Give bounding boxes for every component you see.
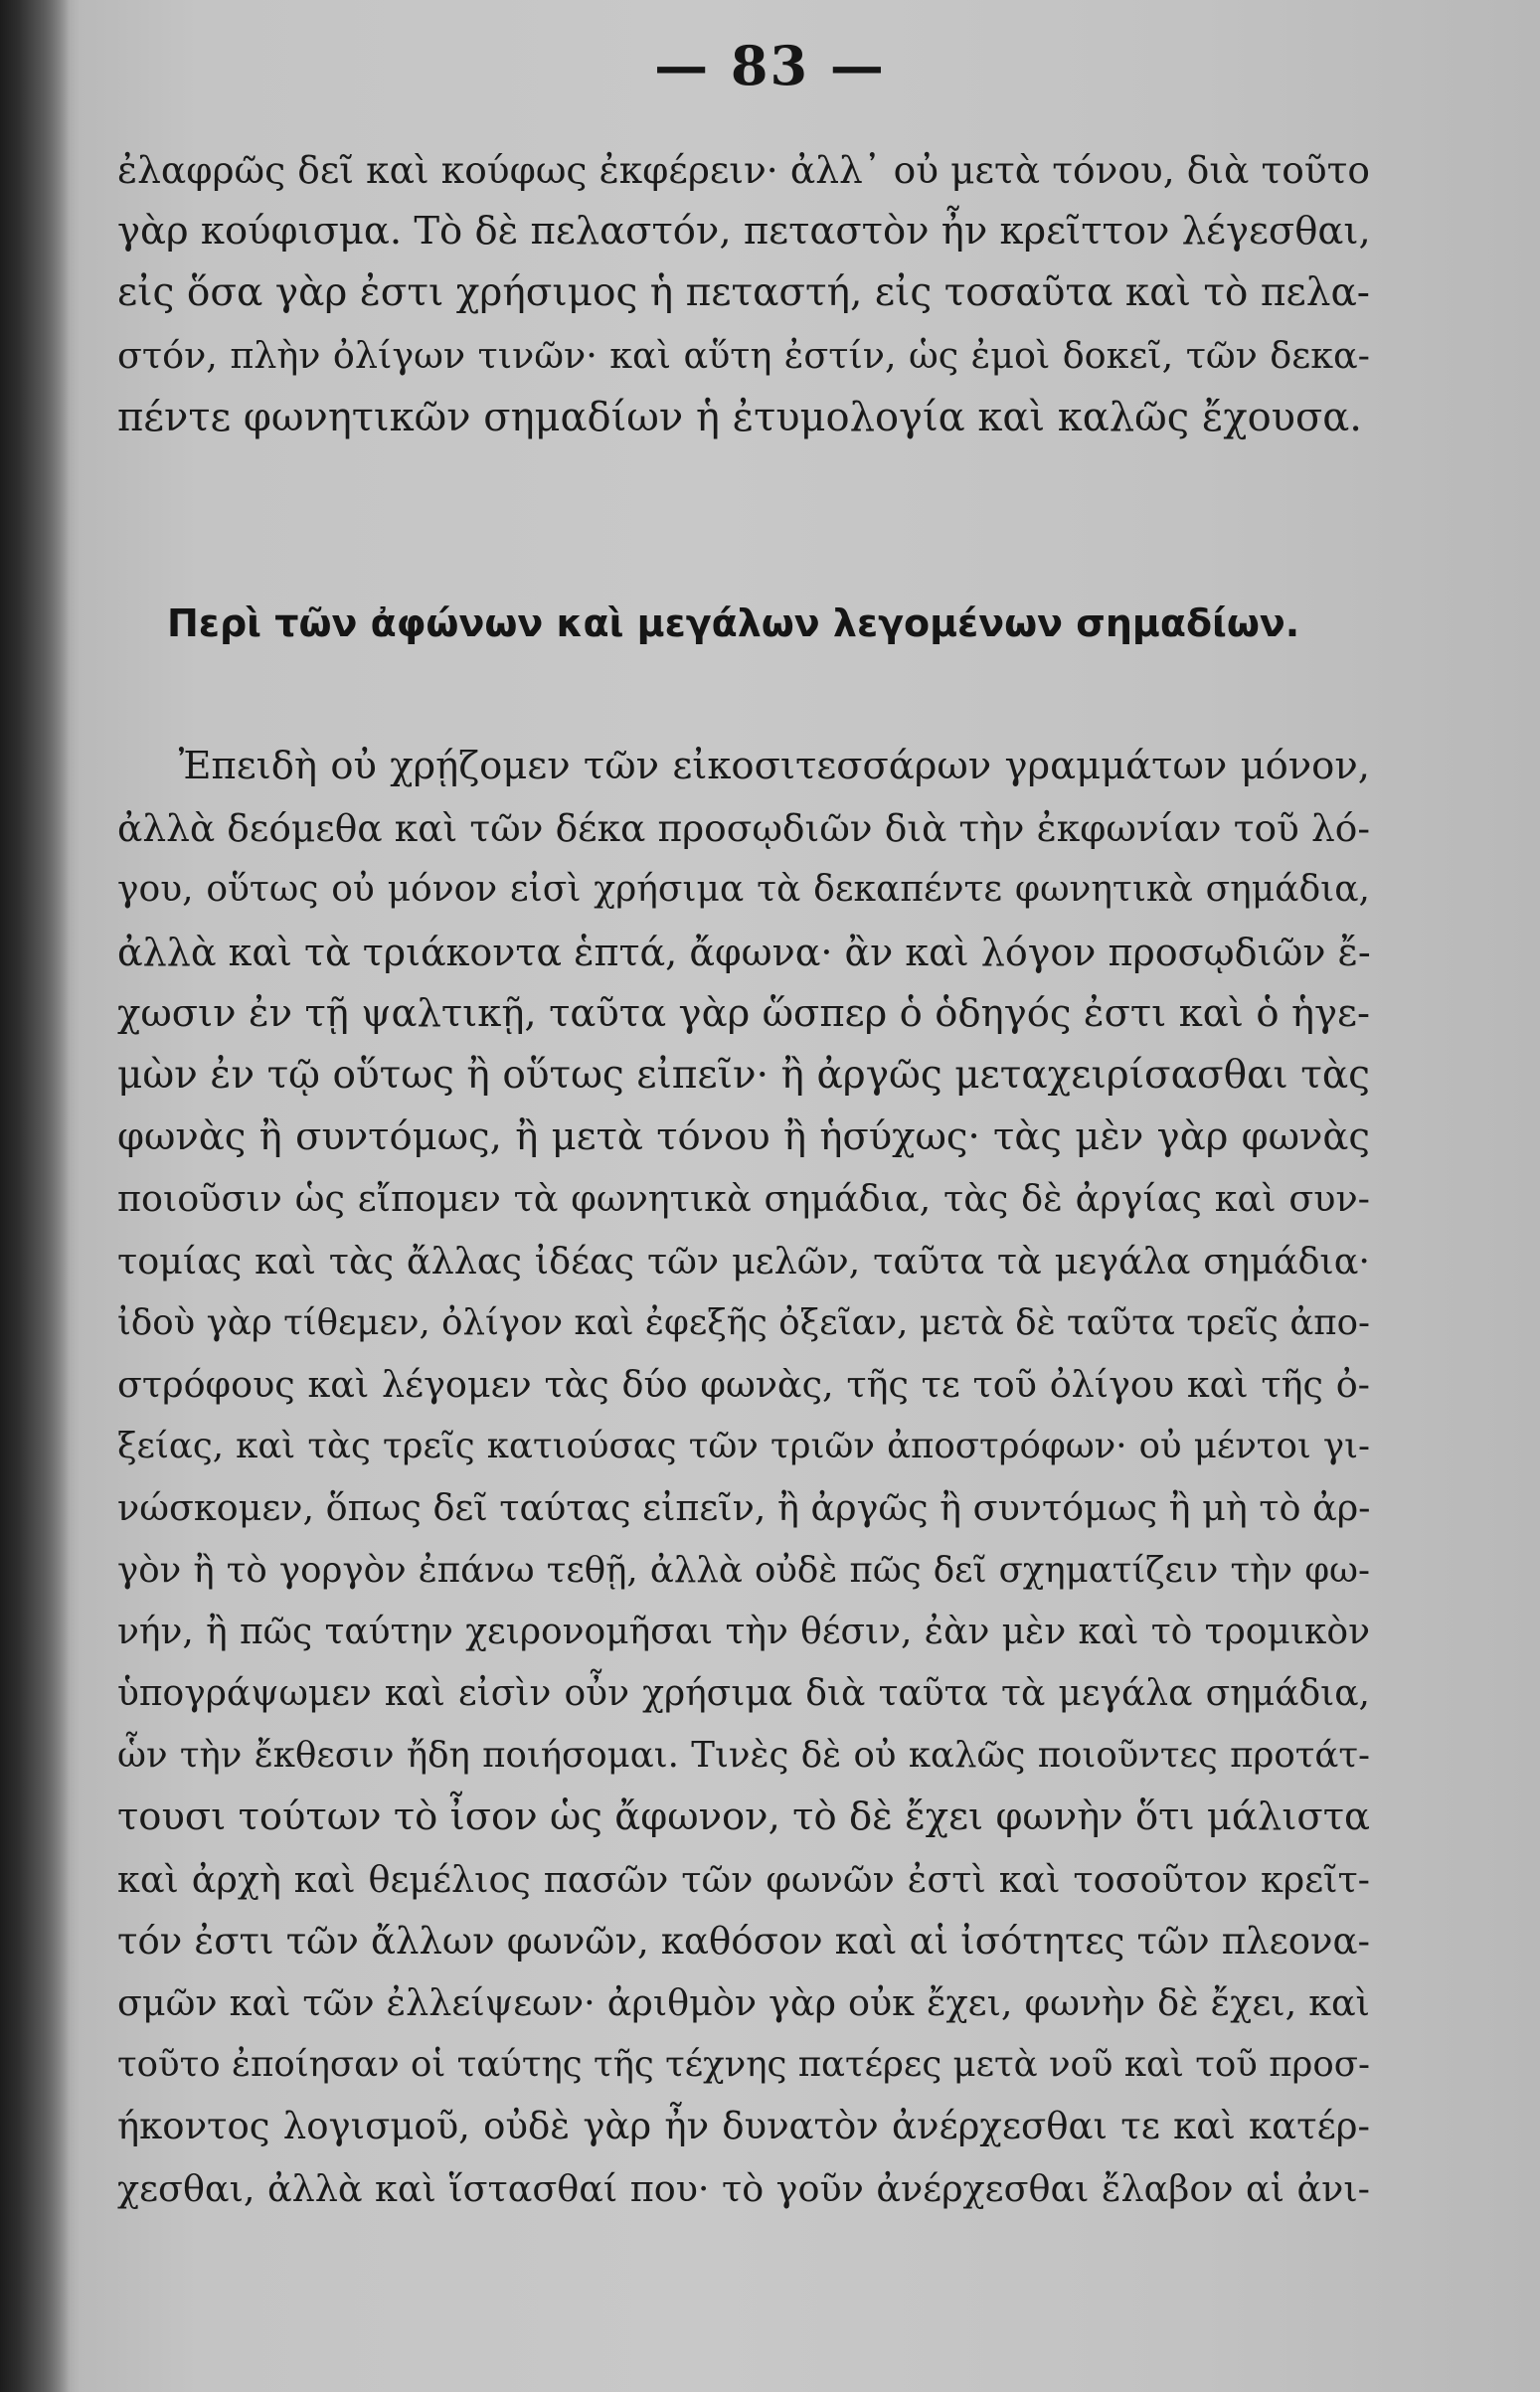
text-line: στόν, πλὴν ὀλίγων τινῶν· καὶ αὕτη ἐστίν, ὡς ἐμοὶ δοκεῖ, τῶν δεκα- — [117, 333, 1370, 377]
text-line: εἰς ὅσα γὰρ ἐστι χρήσιμος ἡ πεταστή, εἰς τοσαῦτα καὶ τὸ πελα- — [117, 270, 1370, 316]
text-line: ήκοντος λογισμοῦ, οὐδὲ γὰρ ἦν δυνατὸν ἀνέρχεσθαι τε καὶ κατέρ- — [117, 2105, 1370, 2148]
text-line: τουσι τούτων τὸ ἶσον ὡς ἄφωνον, τὸ δὲ ἔχει φωνὴν ὅτι μάλιστα — [117, 1794, 1370, 1840]
text-line: καὶ ἀρχὴ καὶ θεμέλιος πασῶν τῶν φωνῶν ἐστὶ καὶ τοσοῦτον κρεῖτ- — [117, 1857, 1370, 1901]
text-line: πέντε φωνητικῶν σημαδίων ἡ ἐτυμολογία καὶ καλῶς ἔχουσα. — [117, 394, 1363, 440]
text-line: ὑπογράψωμεν καὶ εἰσὶν οὖν χρήσιμα διὰ ταῦτα τὰ μεγάλα σημάδια, — [117, 1673, 1370, 1715]
paragraph-continuation — [117, 139, 1370, 448]
page-number: — 83 — — [654, 34, 886, 97]
page-binding-shadow — [0, 0, 70, 2392]
text-line: γου, οὕτως οὐ μόνον εἰσὶ χρήσιμα τὰ δεκαπέντε φωνητικὰ σημάδια, — [117, 869, 1370, 911]
text-line: ξείας, καὶ τὰς τρεῖς κατιούσας τῶν τριῶν ἀποστρόφων· οὐ μέντοι γι- — [117, 1426, 1370, 1467]
text-line: στρόφους καὶ λέγομεν τὰς δύο φωνὰς, τῆς τε τοῦ ὀλίγου καὶ τῆς ὀ- — [117, 1363, 1370, 1407]
text-line: ἐλαφρῶς δεῖ καὶ κούφως ἐκφέρειν· ἀλλ᾽ οὐ μετὰ τόνου, διὰ τοῦτο — [117, 148, 1370, 192]
section-heading: Περὶ τῶν ἀφώνων καὶ μεγάλων λεγομένων σημαδίων. — [167, 601, 1300, 645]
text-line: νώσκομεν, ὅπως δεῖ ταύτας εἰπεῖν, ἢ ἀργῶς ἢ συντόμως ἢ μὴ τὸ ἀρ- — [117, 1486, 1371, 1530]
text-line: ποιοῦσιν ὡς εἴπομεν τὰ φωνητικὰ σημάδια, τὰς δὲ ἀργίας καὶ συν- — [117, 1177, 1370, 1221]
text-line: μὼν ἐν τῷ οὕτως ἢ οὕτως εἰπεῖν· ἢ ἀργῶς μεταχειρίσασθαι τὰς — [117, 1053, 1370, 1099]
text-line: χωσιν ἐν τῇ ψαλτικῇ, ταῦτα γὰρ ὥσπερ ὁ ὁδηγός ἐστι καὶ ὁ ἡγε- — [117, 990, 1370, 1036]
text-line: τοῦτο ἐποίησαν οἱ ταύτης τῆς τέχνης πατέρες μετὰ νοῦ καὶ τοῦ προσ- — [117, 2044, 1370, 2086]
text-line: νήν, ἢ πῶς ταύτην χειρονομῆσαι τὴν θέσιν, ἐὰν μὲν καὶ τὸ τρομικὸν — [117, 1611, 1370, 1652]
text-line: ἰδοὺ γὰρ τίθεμεν, ὀλίγον καὶ ἐφεξῆς ὀξεῖαν, μετὰ δὲ ταῦτα τρεῖς ἀπο- — [117, 1301, 1370, 1343]
text-line: γὰρ κούφισμα. Τὸ δὲ πελαστόν, πεταστὸν ἦν κρεῖττον λέγεσθαι, — [117, 209, 1371, 255]
text-line: σμῶν καὶ τῶν ἐλλείψεων· ἀριθμὸν γὰρ οὐκ ἔχει, φωνὴν δὲ ἔχει, καὶ — [117, 1981, 1370, 2025]
text-line: ἀλλὰ καὶ τὰ τριάκοντα ἑπτά, ἄφωνα· ἂν καὶ λόγον προσῳδιῶν ἔ- — [117, 930, 1371, 974]
text-line: γὸν ἢ τὸ γοργὸν ἐπάνω τεθῇ, ἀλλὰ οὐδὲ πῶς δεῖ σχηματίζειν τὴν φω- — [117, 1549, 1370, 1591]
text-line: φωνὰς ἢ συντόμως, ἢ μετὰ τόνου ἢ ἡσύχως· τὰς μὲν γὰρ φωνὰς — [117, 1114, 1370, 1160]
text-line: ὧν τὴν ἔκθεσιν ἤδη ποιήσομαι. Τινὲς δὲ οὐ καλῶς ποιοῦντες προτάτ- — [117, 1735, 1370, 1777]
paragraph-main — [117, 736, 1370, 2220]
text-line: τόν ἐστι τῶν ἄλλων φωνῶν, καθόσον καὶ αἱ ἰσότητες τῶν πλεονα- — [117, 1919, 1370, 1963]
text-line: ἀλλὰ δεόμεθα καὶ τῶν δέκα προσῳδιῶν διὰ τὴν ἐκφωνίαν τοῦ λό- — [117, 806, 1370, 851]
text-line: τομίας καὶ τὰς ἄλλας ἰδέας τῶν μελῶν, ταῦτα τὰ μεγάλα σημάδια· — [117, 1239, 1370, 1282]
text-line: Ἐπειδὴ οὐ χρῄζομεν τῶν εἰκοσιτεσσάρων γραμμάτων μόνον, — [178, 744, 1370, 788]
text-line: χεσθαι, ἀλλὰ καὶ ἵστασθαί που· τὸ γοῦν ἀνέρχεσθαι ἔλαβον αἱ ἀνι- — [117, 2166, 1370, 2210]
